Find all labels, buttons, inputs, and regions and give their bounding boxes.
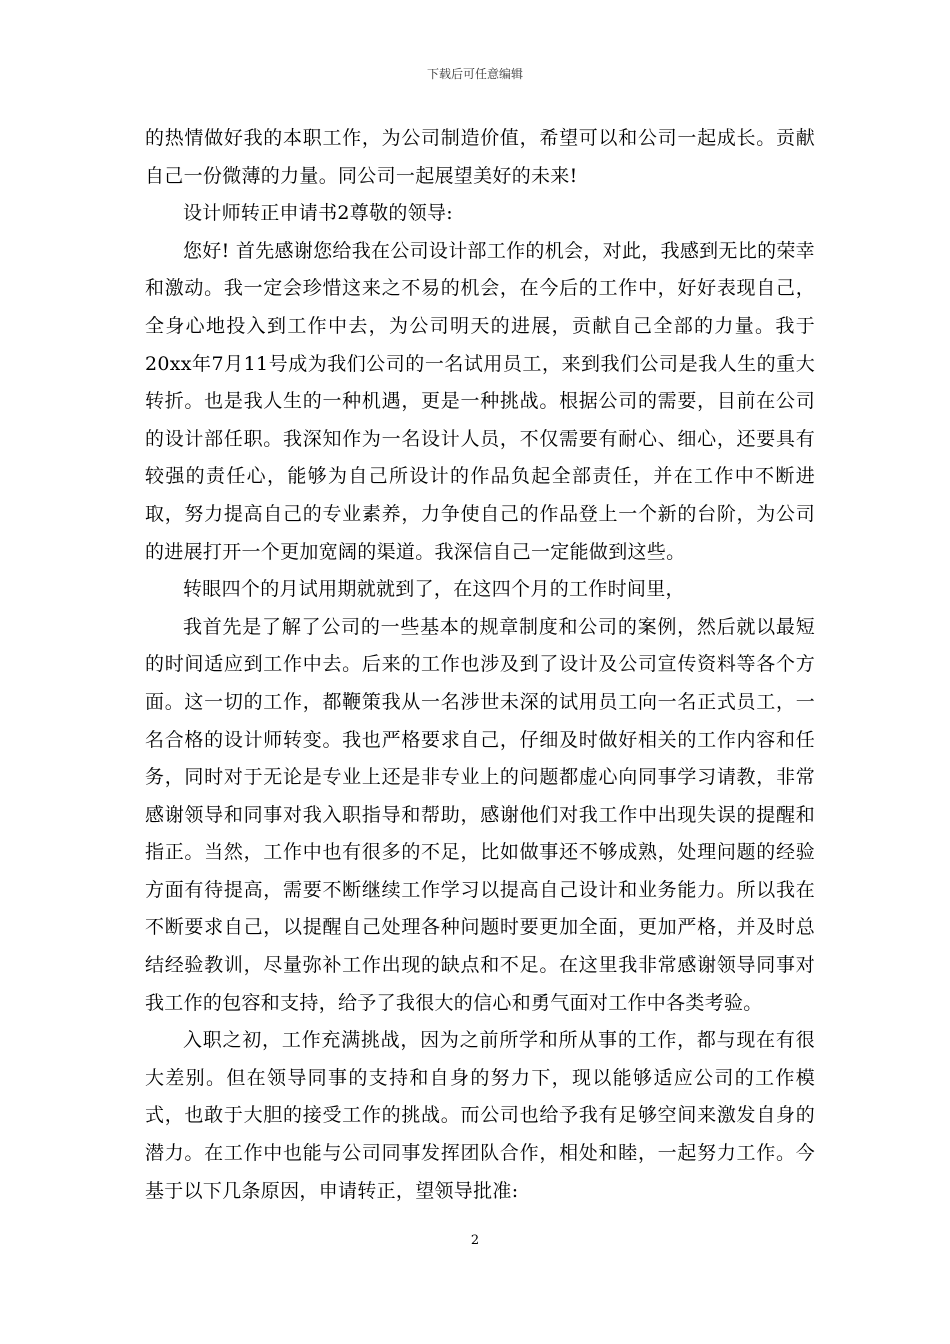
paragraph-continuation: 的热情做好我的本职工作，为公司制造价值，希望可以和公司一起成长。贡献自己一份微薄的力量。同公司一起展望美好的未来! <box>145 127 815 187</box>
paragraph-letter-title: 设计师转正申请书2尊敬的领导: <box>183 202 453 225</box>
paragraph-work-summary: 我首先是了解了公司的一些基本的规章制度和公司的案例，然后就以最短的时间适应到工作中去。后来的工作也涉及到了设计及公司宣传资料等各个方面。这一切的工作，都鞭策我从一名涉世未深的试用员工向一名正式员工，一名合格的设计师转变。我也严格要求自己，仔细及时做好相关的工作内容和任务，同时对于无论是专业上还是非专业上的问题都虚心向同事学习请教，非常感谢领导和同事对我入职指导和帮助，感谢他们对我工作中出现失误的提醒和指正。当然，工作中也有很多的不足，比如做事还不够成熟，处理问题的经验方面有待提高，需要不断继续工作学习以提高自己设计和业务能力。所以我在不断要求自己，以提醒自己处理各种问题时要更加全面，更加严格，并及时总结经验教训，尽量弥补工作出现的缺点和不足。在这里我非常感谢领导同事对我工作的包容和支持，给予了我很大的信心和勇气面对工作中各类考验。 <box>145 615 815 1014</box>
page-header: 下载后可任意编辑 <box>426 67 523 81</box>
paragraph-probation-intro: 转眼四个的月试用期就就到了，在这四个月的工作时间里， <box>183 578 685 601</box>
paragraph-greeting: 您好! 首先感谢您给我在公司设计部工作的机会，对此，我感到无比的荣幸和激动。我一定会珍惜这来之不易的机会，在今后的工作中，好好表现自己，全身心地投入到工作中去，为公司明天的进展，贡献自己全部的力量。我于20xx年7月11号成为我们公司的一名试用员工，来到我们公司是我人生的重大转折。也是我人生的一种机遇，更是一种挑战。根据公司的需要，目前在公司的设计部任职。我深知作为一名设计人员，不仅需要有耐心、细心，还要具有较强的责任心，能够为自己所设计的作品负起全部责任，并在工作中不断进取，努力提高自己的专业素养，力争使自己的作品登上一个新的台阶，为公司的进展打开一个更加宽阔的渠道。我深信自己一定能做到这些。 <box>145 239 815 563</box>
paragraph-challenges: 入职之初，工作充满挑战，因为之前所学和所从事的工作，都与现在有很大差别。但在领导同事的支持和自身的努力下，现以能够适应公司的工作模式，也敢于大胆的接受工作的挑战。而公司也给予我有足够空间来激发自身的潜力。在工作中也能与公司同事发挥团队合作，相处和睦，一起努力工作。今基于以下几条原因，申请转正，望领导批准: <box>145 1029 815 1202</box>
page-number: 2 <box>470 1233 480 1248</box>
document-body <box>145 120 815 1210</box>
